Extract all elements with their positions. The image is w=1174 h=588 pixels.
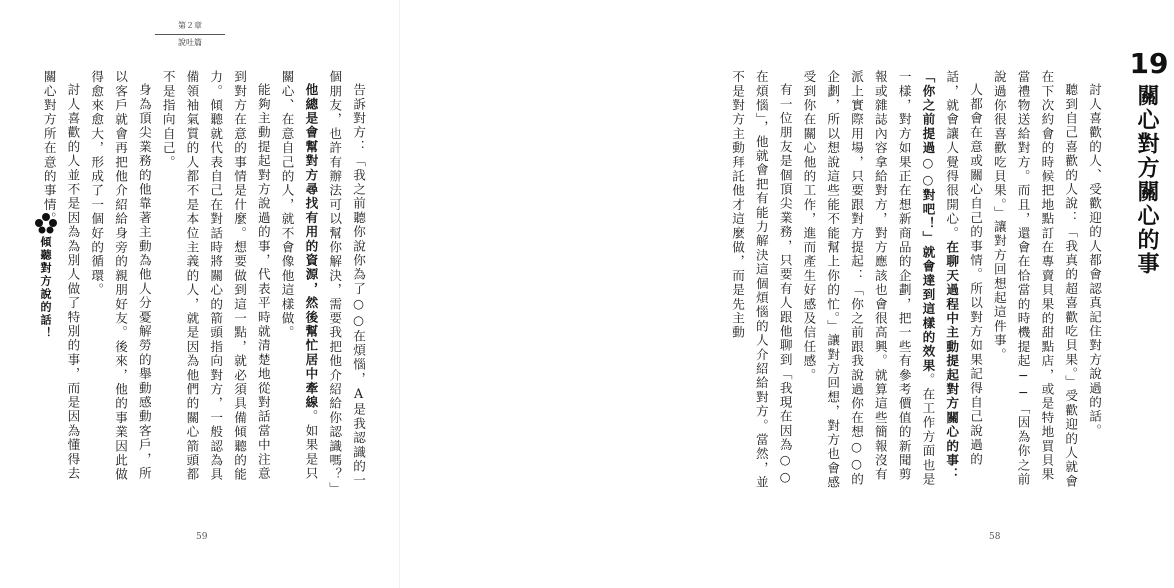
- paragraph: [37, 70, 85, 490]
- emphasis-text: 他總是會幫對方尋找有用的資源，然後幫忙居中牽線: [303, 82, 319, 410]
- section-number: 19: [1129, 47, 1169, 80]
- paragraph: [725, 70, 796, 490]
- paragraph: [1082, 70, 1106, 490]
- header-rule: [155, 34, 225, 35]
- paragraph: [797, 70, 987, 490]
- paragraph: [275, 70, 323, 490]
- body-text: 告訴對方：「我之前聽你說你為了○○在煩惱，A是我認識的一個朋友，也許有辦法可以幫你解決，需要我把他介紹給你認識嗎？」: [327, 70, 366, 496]
- section-title: 關心對方關心的事: [1134, 84, 1159, 276]
- sidebar-tagline: 傾聽對方說的話！: [39, 236, 52, 340]
- body-text: 人都會在意或關心自己的事情。所以對方如果記得自己說過的話，就會讓人覺得很開心。: [944, 70, 984, 466]
- page-number-right: 58: [989, 532, 1001, 542]
- body-text: 。如果是只關心、在意自己的人，就不會像他這樣做。: [279, 70, 319, 481]
- body-text: 聽到自己喜歡的人說：「我真的超喜歡吃貝果。」受歡迎的人就會在下次約會的時候把地點訂在專賣貝果的甜點店，或是特地買貝果當禮物送給對方。而且，還會在恰當的時機提起──「因為你之前說過你很喜歡吃貝果。」讓對方回想起這件事。: [991, 70, 1079, 489]
- body-text: 有一位朋友是個頂尖業務，只要有人跟他聊到「我現在因為○○在煩惱」，他就會把有能力解決這個煩惱的人介紹給對方。當然，並不是對方主動拜託他才這麼做，而是先主動: [730, 70, 793, 490]
- paragraph: [156, 70, 275, 490]
- chapter-number: 第２章: [178, 21, 202, 30]
- paragraph: [322, 70, 370, 496]
- running-head: [150, 20, 230, 49]
- emphasis-text: 在聊天過程中主動提起對方關心的事：「你之前提過○○對吧！」就會達到這樣的效果: [920, 70, 960, 482]
- left-page: [0, 0, 400, 588]
- body-text: 。在工作方面也是一樣，對方如果正在想新商品的企劃，把一些有參考價值的新聞剪報或雜誌內容拿給對方，對方應該也會很高興。就算這些簡報沒有派上實際用場，只要跟對方提起：「你之前跟我說過你在想○○的企劃，所以想說這些能不能幫上你的忙。」讓對方回想，對方也會感受到你在關心他的工作，進而產生好感及信任感。: [801, 70, 936, 490]
- page-number-left: 59: [196, 532, 208, 542]
- body-text: 討人喜歡的人、受歡迎的人都會認真記住對方說過的話。: [1087, 82, 1102, 438]
- paragraph: [987, 70, 1082, 490]
- right-body-text: [730, 70, 1106, 490]
- body-text: 身為頂尖業務的他靠著主動為他人分憂解勞的舉動感動客戶，所以客戶就會再把他介紹給身旁的親朋好友。後來，他的事業因此做得愈來愈大，形成了一個好的循環。: [89, 70, 152, 482]
- paragraph: [84, 70, 155, 490]
- body-text: 討人喜歡的人並不是因為為別人做了特別的事，而是因為懂得去關心對方所在意的事情。: [41, 70, 81, 481]
- chapter-title: 說吐篇: [178, 38, 202, 47]
- right-page: [400, 0, 1169, 588]
- body-text: 能夠主動提起對方說過的事，代表平時就清楚地從對話當中注意到對方在意的事情是什麼。想要做到這一點，就必須具備傾聽的能力。傾聽就代表自己在對話時將關心的箭頭指向對方，一般認為具備領袖氣質的人都不是本位主義的人，就是因為他們的關心箭頭都不是指向自己。: [160, 70, 271, 482]
